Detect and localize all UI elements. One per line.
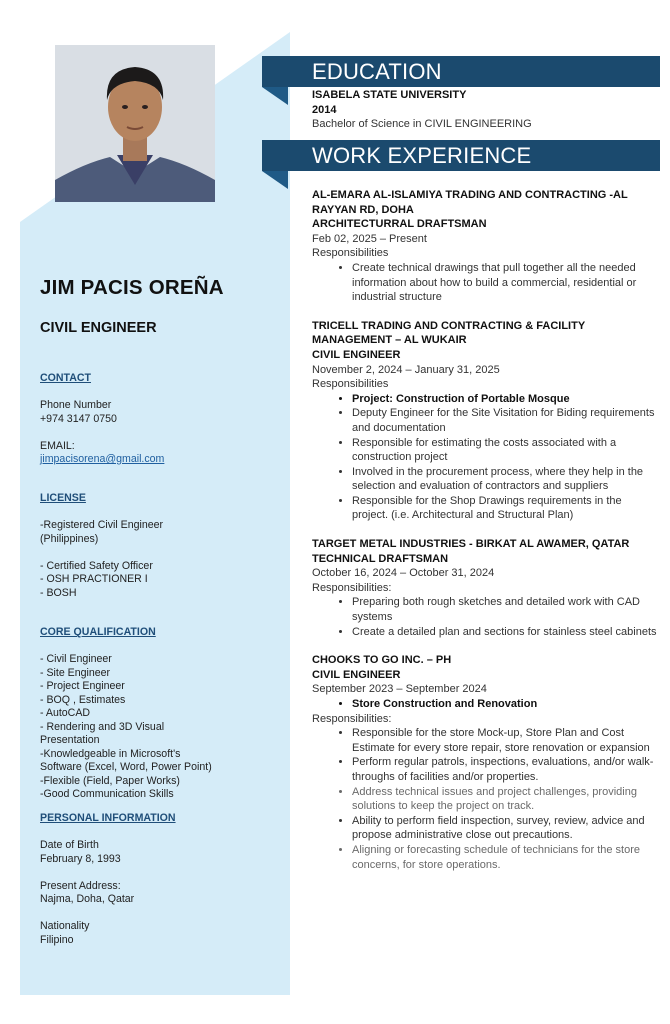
job-dates: October 16, 2024 – October 31, 2024	[312, 567, 495, 580]
job-dates: Feb 02, 2025 – Present	[312, 232, 427, 245]
responsibility-item: • Responsible for the store Mock-up, Store Plan and Cost Estimate for every store repair, store renovation or expansion	[352, 726, 657, 755]
job-company: CHOOKS TO GO INC. – PH	[312, 654, 452, 667]
job-dates: November 2, 2024 – January 31, 2025	[312, 363, 500, 376]
contact-heading: CONTACT	[40, 372, 91, 384]
nationality-label: Nationality	[40, 920, 90, 932]
responsibilities-label: Responsibilities:	[312, 581, 392, 594]
education-content	[312, 88, 657, 132]
profile-photo	[55, 45, 215, 202]
job-company: TRICELL TRADING AND CONTRACTING & FACILITY	[312, 319, 586, 332]
contact-section	[40, 372, 280, 467]
personal-heading: PERSONAL INFORMATION	[40, 812, 176, 824]
responsibility-list	[312, 726, 657, 872]
responsibility-item: • Aligning or forecasting schedule of technicians for the store concerns, for store operations.	[352, 843, 657, 872]
responsibility-list	[312, 595, 657, 639]
responsibility-item: • Create technical drawings that pull together all the needed information about how to build a commercial, residential or industrial structure	[352, 261, 657, 305]
job-company-cont: MANAGEMENT – AL WUKAIR	[312, 334, 467, 347]
core-item: - Civil Engineer	[40, 653, 112, 665]
email-label: EMAIL:	[40, 439, 75, 452]
nationality-value: Filipino	[40, 933, 74, 946]
job-position: ARCHITECTURRAL DRAFTSMAN	[312, 218, 487, 231]
graduation-year: 2014	[312, 103, 337, 116]
responsibility-item: • Perform regular patrols, inspections, evaluations, and/or walk-throughs of facilities and/or properties.	[352, 755, 657, 784]
responsibility-item: • Preparing both rough sketches and detailed work with CAD systems	[352, 595, 657, 624]
dob-label: Date of Birth	[40, 839, 99, 851]
dob-value: February 8, 1993	[40, 852, 121, 865]
school-name: ISABELA STATE UNIVERSITY	[312, 89, 467, 101]
core-item: -Knowledgeable in Microsoft's	[40, 747, 181, 760]
job-entry	[312, 188, 657, 305]
responsibilities-label: Responsibilities:	[312, 712, 392, 725]
job-entry	[312, 319, 657, 523]
license-item: - BOSH	[40, 586, 77, 599]
core-qualification-section	[40, 626, 280, 802]
job-entry	[312, 537, 657, 639]
responsibilities-label: Responsibilities	[312, 378, 389, 391]
job-position: TECHNICAL DRAFTSMAN	[312, 552, 449, 565]
email-link[interactable]: jimpacisorena@gmail.com	[40, 453, 165, 465]
job-company: TARGET METAL INDUSTRIES - BIRKAT AL AWAMER, QATAR	[312, 538, 630, 551]
core-item: - AutoCAD	[40, 707, 91, 719]
work-experience-content	[312, 188, 657, 886]
job-entry	[312, 653, 657, 872]
license-item: -Registered Civil Engineer	[40, 519, 164, 531]
responsibility-item: • Address technical issues and project challenges, providing solutions to keep the project on track.	[352, 785, 657, 814]
responsibility-list	[312, 392, 657, 523]
candidate-title: CIVIL ENGINEER	[40, 320, 157, 336]
core-item: - Project Engineer	[40, 680, 125, 692]
personal-info-section	[40, 812, 280, 947]
phone-number: +974 3147 0750	[40, 412, 117, 425]
job-company-cont: RAYYAN RD, DOHA	[312, 203, 414, 216]
work-banner-fold	[262, 171, 288, 189]
job-position: CIVIL ENGINEER	[312, 348, 401, 361]
core-item: - Site Engineer	[40, 666, 111, 679]
education-banner: EDUCATION	[262, 56, 660, 87]
responsibility-list	[312, 261, 657, 305]
candidate-name: JIM PACIS OREÑA	[40, 276, 224, 299]
responsibilities-label: Responsibilities	[312, 247, 389, 260]
project-item: • Store Construction and Renovation	[352, 697, 657, 712]
responsibility-item: • Ability to perform field inspection, survey, review, advice and propose administrative close out precautions.	[352, 814, 657, 843]
responsibility-item: • Responsible for the Shop Drawings requirements in the project. (i.e. Architectural and Structural Plan)	[352, 494, 657, 523]
core-item: Software (Excel, Word, Power Point)	[40, 761, 212, 773]
core-item: - Rendering and 3D Visual	[40, 720, 165, 733]
core-item: Presentation	[40, 734, 100, 746]
job-position: CIVIL ENGINEER	[312, 668, 401, 681]
project-list	[312, 697, 657, 712]
address-label: Present Address:	[40, 879, 121, 892]
core-item: - BOQ , Estimates	[40, 693, 126, 706]
responsibility-item: • Create a detailed plan and sections for stainless steel cabinets	[352, 625, 657, 640]
phone-label: Phone Number	[40, 399, 112, 411]
education-banner-fold	[262, 87, 288, 105]
address-value: Najma, Doha, Qatar	[40, 893, 135, 905]
core-item: -Flexible (Field, Paper Works)	[40, 774, 180, 787]
degree: Bachelor of Science in CIVIL ENGINEERING	[312, 118, 532, 131]
responsibility-item: • Deputy Engineer for the Site Visitation for Biding requirements and documentation	[352, 406, 657, 435]
core-heading: CORE QUALIFICATION	[40, 626, 156, 638]
license-heading: LICENSE	[40, 492, 86, 504]
license-item: - OSH PRACTIONER I	[40, 573, 148, 585]
project-item: • Project: Construction of Portable Mosque	[352, 392, 657, 407]
license-section	[40, 492, 280, 600]
responsibility-item: • Involved in the procurement process, where they help in the selection and evaluation of contractors and suppliers	[352, 465, 657, 494]
job-dates: September 2023 – September 2024	[312, 683, 487, 696]
work-experience-banner: WORK EXPERIENCE	[262, 140, 660, 171]
job-company: AL-EMARA AL-ISLAMIYA TRADING AND CONTRACTING -AL	[312, 189, 628, 201]
core-item: -Good Communication Skills	[40, 788, 174, 800]
responsibility-item: • Responsible for estimating the costs associated with a construction project	[352, 436, 657, 465]
license-item: (Philippines)	[40, 532, 99, 545]
license-item: - Certified Safety Officer	[40, 559, 153, 572]
